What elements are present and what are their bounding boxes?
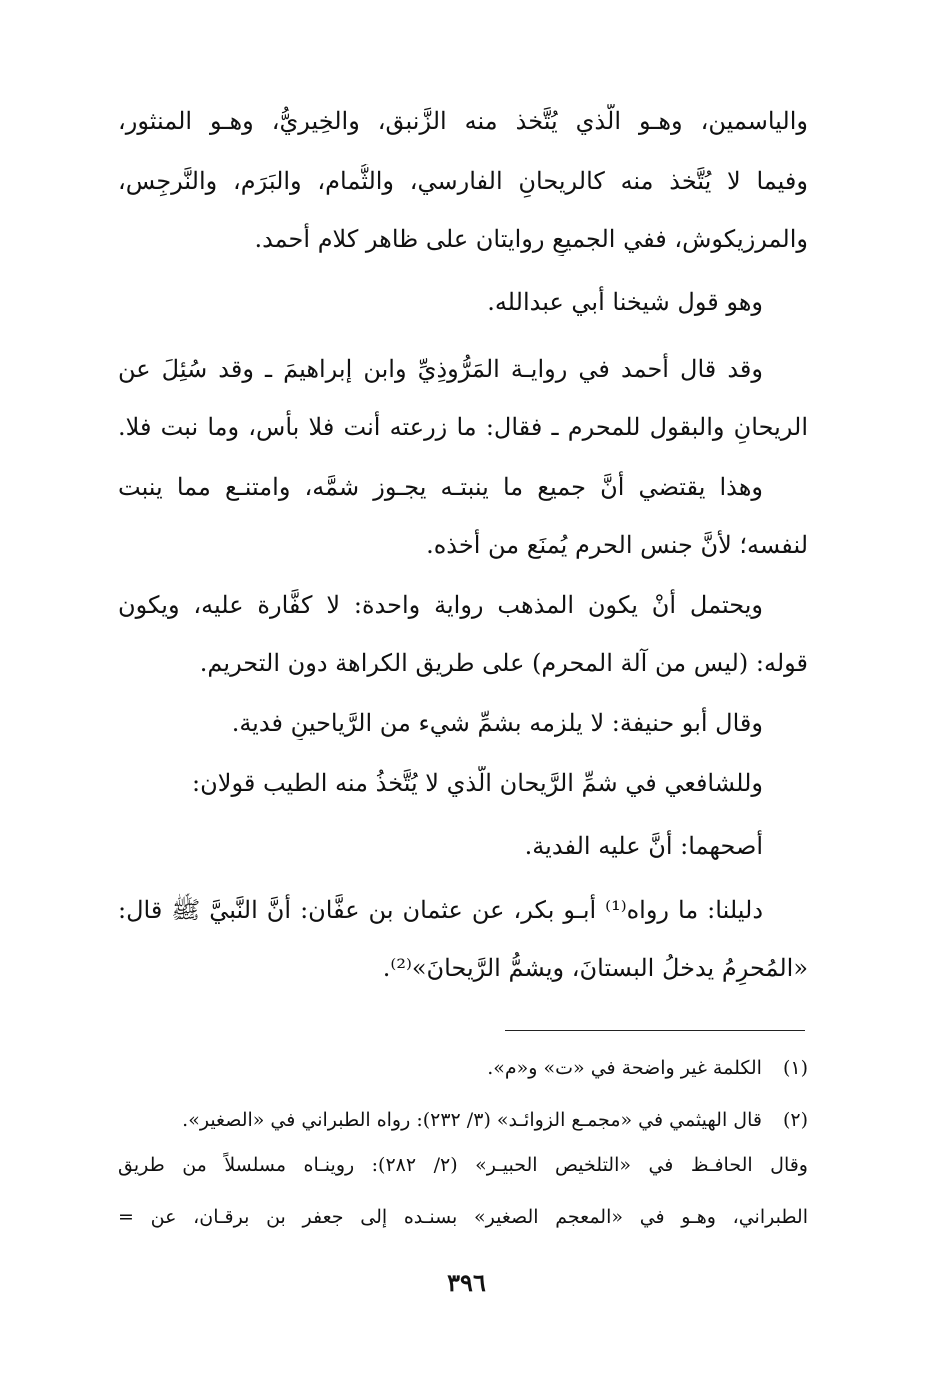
footnote-2 [118,1105,808,1135]
page-number: ٣٩٦ [447,1268,486,1297]
body-line-15: «المُحرِمُ يدخلُ البستانَ، ويشمُّ الرَّيحانَ»⁽²⁾. [382,954,808,982]
body-line-12: وللشافعي في شمِّ الرَّيحان الَّذي لا يُتَّخذُ منه الطيب قولان: [192,769,763,797]
footnote-2-line-2: وقال الحافـظ في «التلخيص الحبيـر» (٢/ ٢٨٢): روينـاه مسلسلاً من طريق [118,1154,808,1176]
body-line-5: وقد قال أحمد في روايـة المَرُّوذِيِّ وابن إبراهيمَ ـ وقد سُئِلَ عن [118,355,763,383]
body-line-11: وقال أبو حنيفة: لا يلزمه بشمِّ شيء من الرَّياحينِ فدية. [231,709,763,737]
body-line-2: وفيما لا يُتَّخذ منه كالريحانِ الفارسي، والثُّمام، والبَرَم، والنَّرجِس، [118,167,808,195]
body-line-13: أصحهما: أنَّ عليه الفدية. [524,832,763,860]
footnote-separator [505,1030,805,1031]
footnote-1-marker: (١) [782,1057,808,1079]
body-line-8: لنفسه؛ لأنَّ جنس الحرم يُمنَع من أخذه. [426,531,808,559]
body-line-10: قوله: (ليس من آلة المحرم) على طريق الكراهة دون التحريم. [199,649,808,677]
footnote-1 [118,1053,808,1083]
body-line-9: ويحتمل أنْ يكون المذهب رواية واحدة: لا كفَّارة عليه، ويكون [118,591,763,619]
body-line-14: دليلنا: ما رواه⁽¹⁾ أبـو بكر، عن عثمان بن عفَّان: أنَّ النَّبيَّ ﷺ قال: [118,896,763,924]
footnote-2-marker: (٢) [782,1109,808,1131]
body-line-6: الريحانِ والبقول للمحرم ـ فقال: ما زرعته أنت فلا بأس، وما نبت فلا. [118,413,808,441]
body-line-1: والياسمين، وهـو الَّذي يُتَّخذ منه الزَّنبق، والخِيريُّ، وهـو المنثور، [118,107,808,135]
footnote-2-line-3: الطبراني، وهـو في «المعجم الصغير» بسنـده إلى جعفر بن برقـان، عن = [118,1206,808,1228]
footnote-1-text: الكلمة غير واضحة في «ت» و«م». [487,1057,762,1079]
footnote-2-line-1: قال الهيثمي في «مجمـع الزوائـد» (٣/ ٢٣٢): رواه الطبراني في «الصغير». [182,1109,762,1131]
body-line-3: والمرزيكوش، ففي الجميعِ روايتان على ظاهر كلام أحمد. [254,225,808,253]
body-line-4: وهو قول شيخنا أبي عبدالله. [487,288,763,316]
body-line-7: وهذا يقتضي أنَّ جميع ما ينبتـه يجـوز شمَّه، وامتنـع مما ينبت [118,473,763,501]
